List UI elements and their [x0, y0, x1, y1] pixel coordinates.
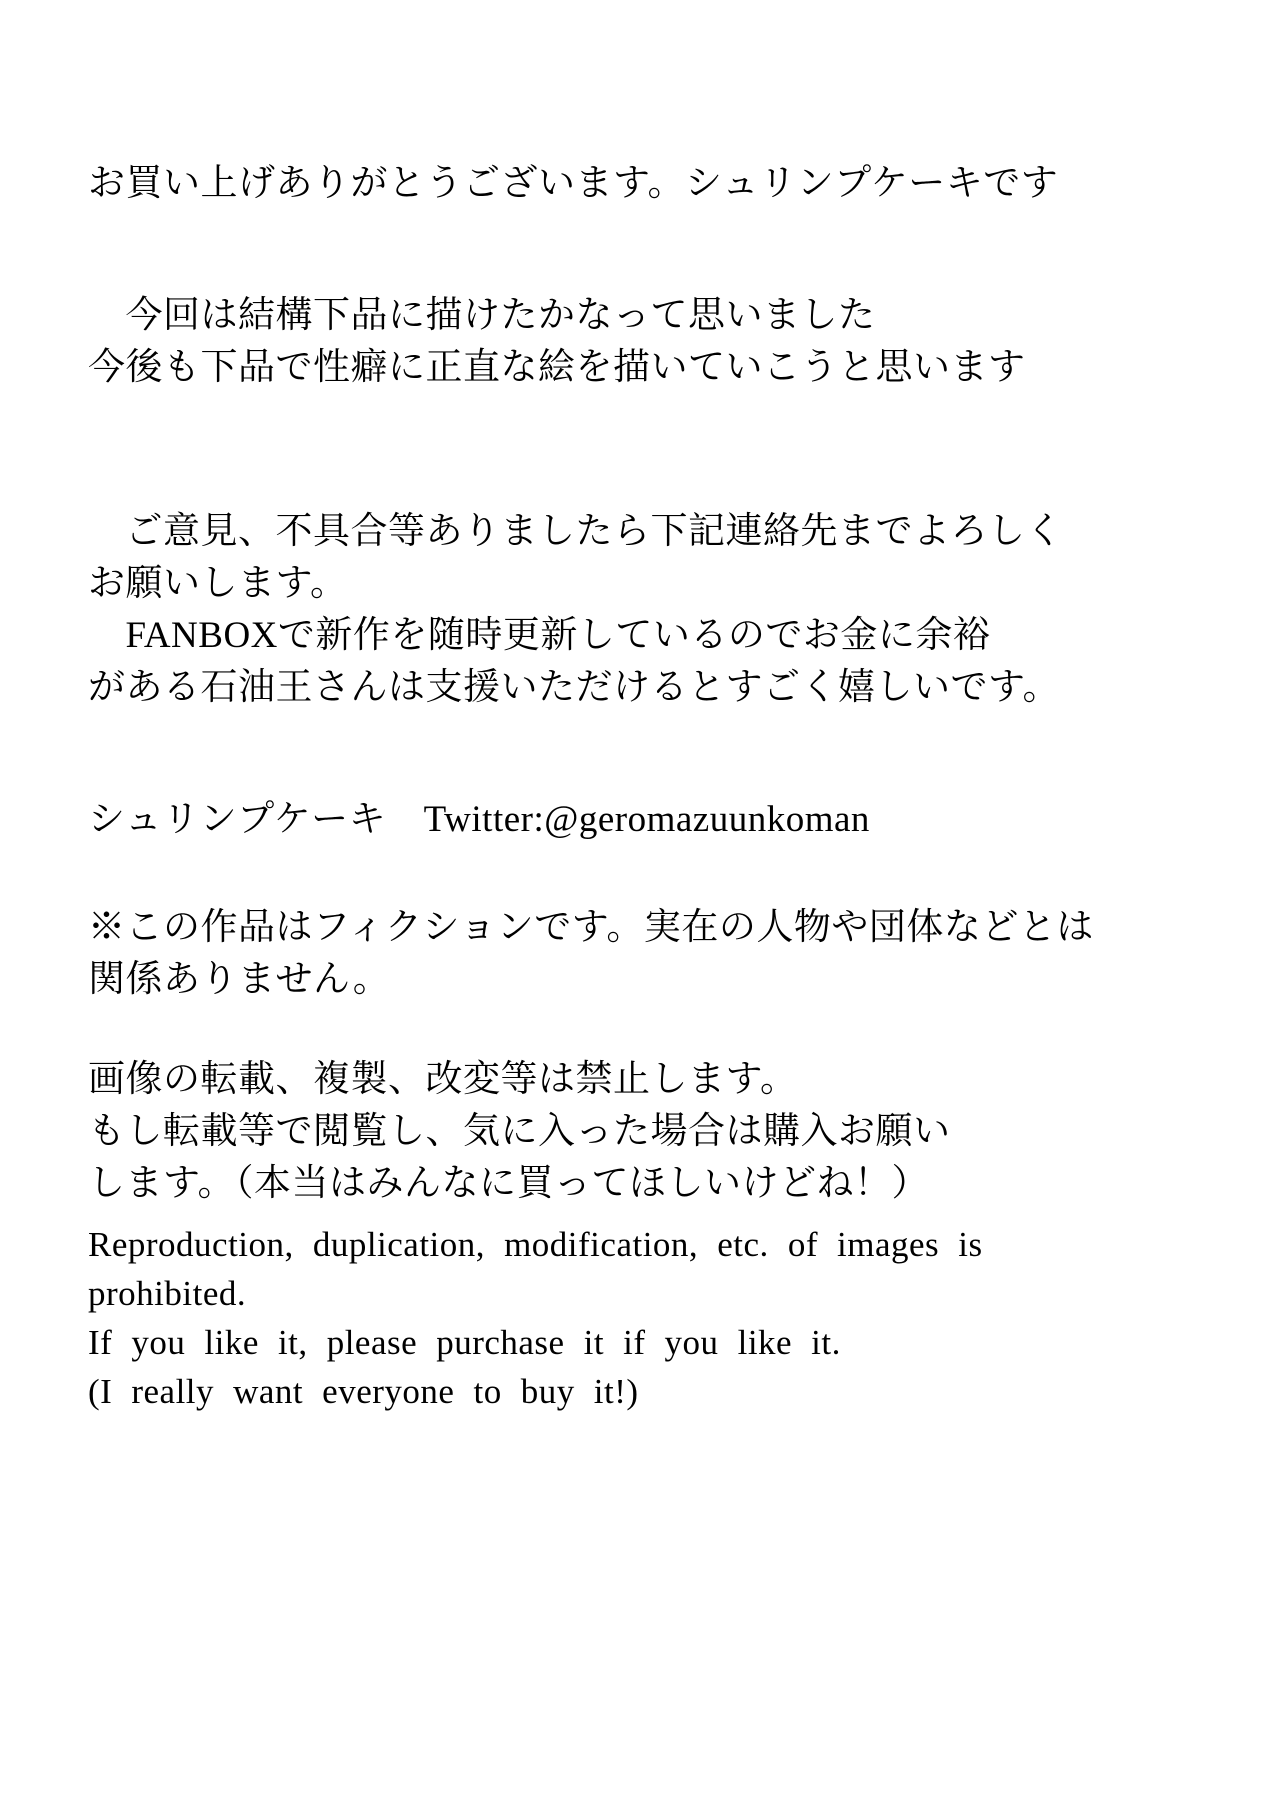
reflection-line-2: 今後も下品で性癖に正直な絵を描いていこうと思います — [88, 347, 1026, 388]
reflection-line-1: 今回は結構下品に描けたかなって思いました — [88, 295, 876, 336]
contact-line-4: がある石油王さんは支援いただけるとすごく嬉しいです。 — [88, 667, 1061, 708]
prohibition-ja-line-2: もし転載等で閲覧し、気に入った場合は購入お願い — [88, 1111, 951, 1152]
paragraph-greeting — [88, 158, 1210, 210]
paragraph-prohibition-japanese — [88, 1054, 1210, 1210]
paragraph-reflection — [88, 290, 1210, 394]
paragraph-contact — [88, 506, 1210, 714]
prohibition-ja-line-1: 画像の転載、複製、改変等は禁止します。 — [88, 1059, 798, 1100]
contact-line-1: ご意見、不具合等ありましたら下記連絡先までよろしく — [88, 511, 1063, 552]
paragraph-prohibition-english — [88, 1220, 1210, 1416]
prohibition-en-line-1: Reproduction, duplication, modification, etc. of images is — [88, 1225, 983, 1264]
contact-line-2: お願いします。 — [88, 563, 348, 604]
prohibition-ja-line-3: します。（本当はみんなに買ってほしいけどね！） — [88, 1163, 930, 1204]
prohibition-en-line-2: prohibited. — [88, 1274, 247, 1313]
signature-twitter-handle: シュリンプケーキ Twitter:@geromazuunkoman — [88, 799, 870, 840]
paragraph-fiction-disclaimer — [88, 902, 1210, 1006]
greeting-line: お買い上げありがとうございます。シュリンプケーキです — [88, 163, 1059, 204]
prohibition-en-line-3: If you like it, please purchase it if you like it. — [88, 1323, 841, 1362]
contact-line-3: FANBOXで新作を随時更新しているのでお金に余裕 — [88, 615, 991, 656]
fiction-disclaimer-line-1: ※この作品はフィクションです。実在の人物や団体などとは — [88, 907, 1094, 948]
paragraph-signature — [88, 794, 1210, 846]
fiction-disclaimer-line-2: 関係ありません。 — [88, 959, 391, 1000]
prohibition-en-line-4: (I really want everyone to buy it!) — [88, 1372, 639, 1411]
